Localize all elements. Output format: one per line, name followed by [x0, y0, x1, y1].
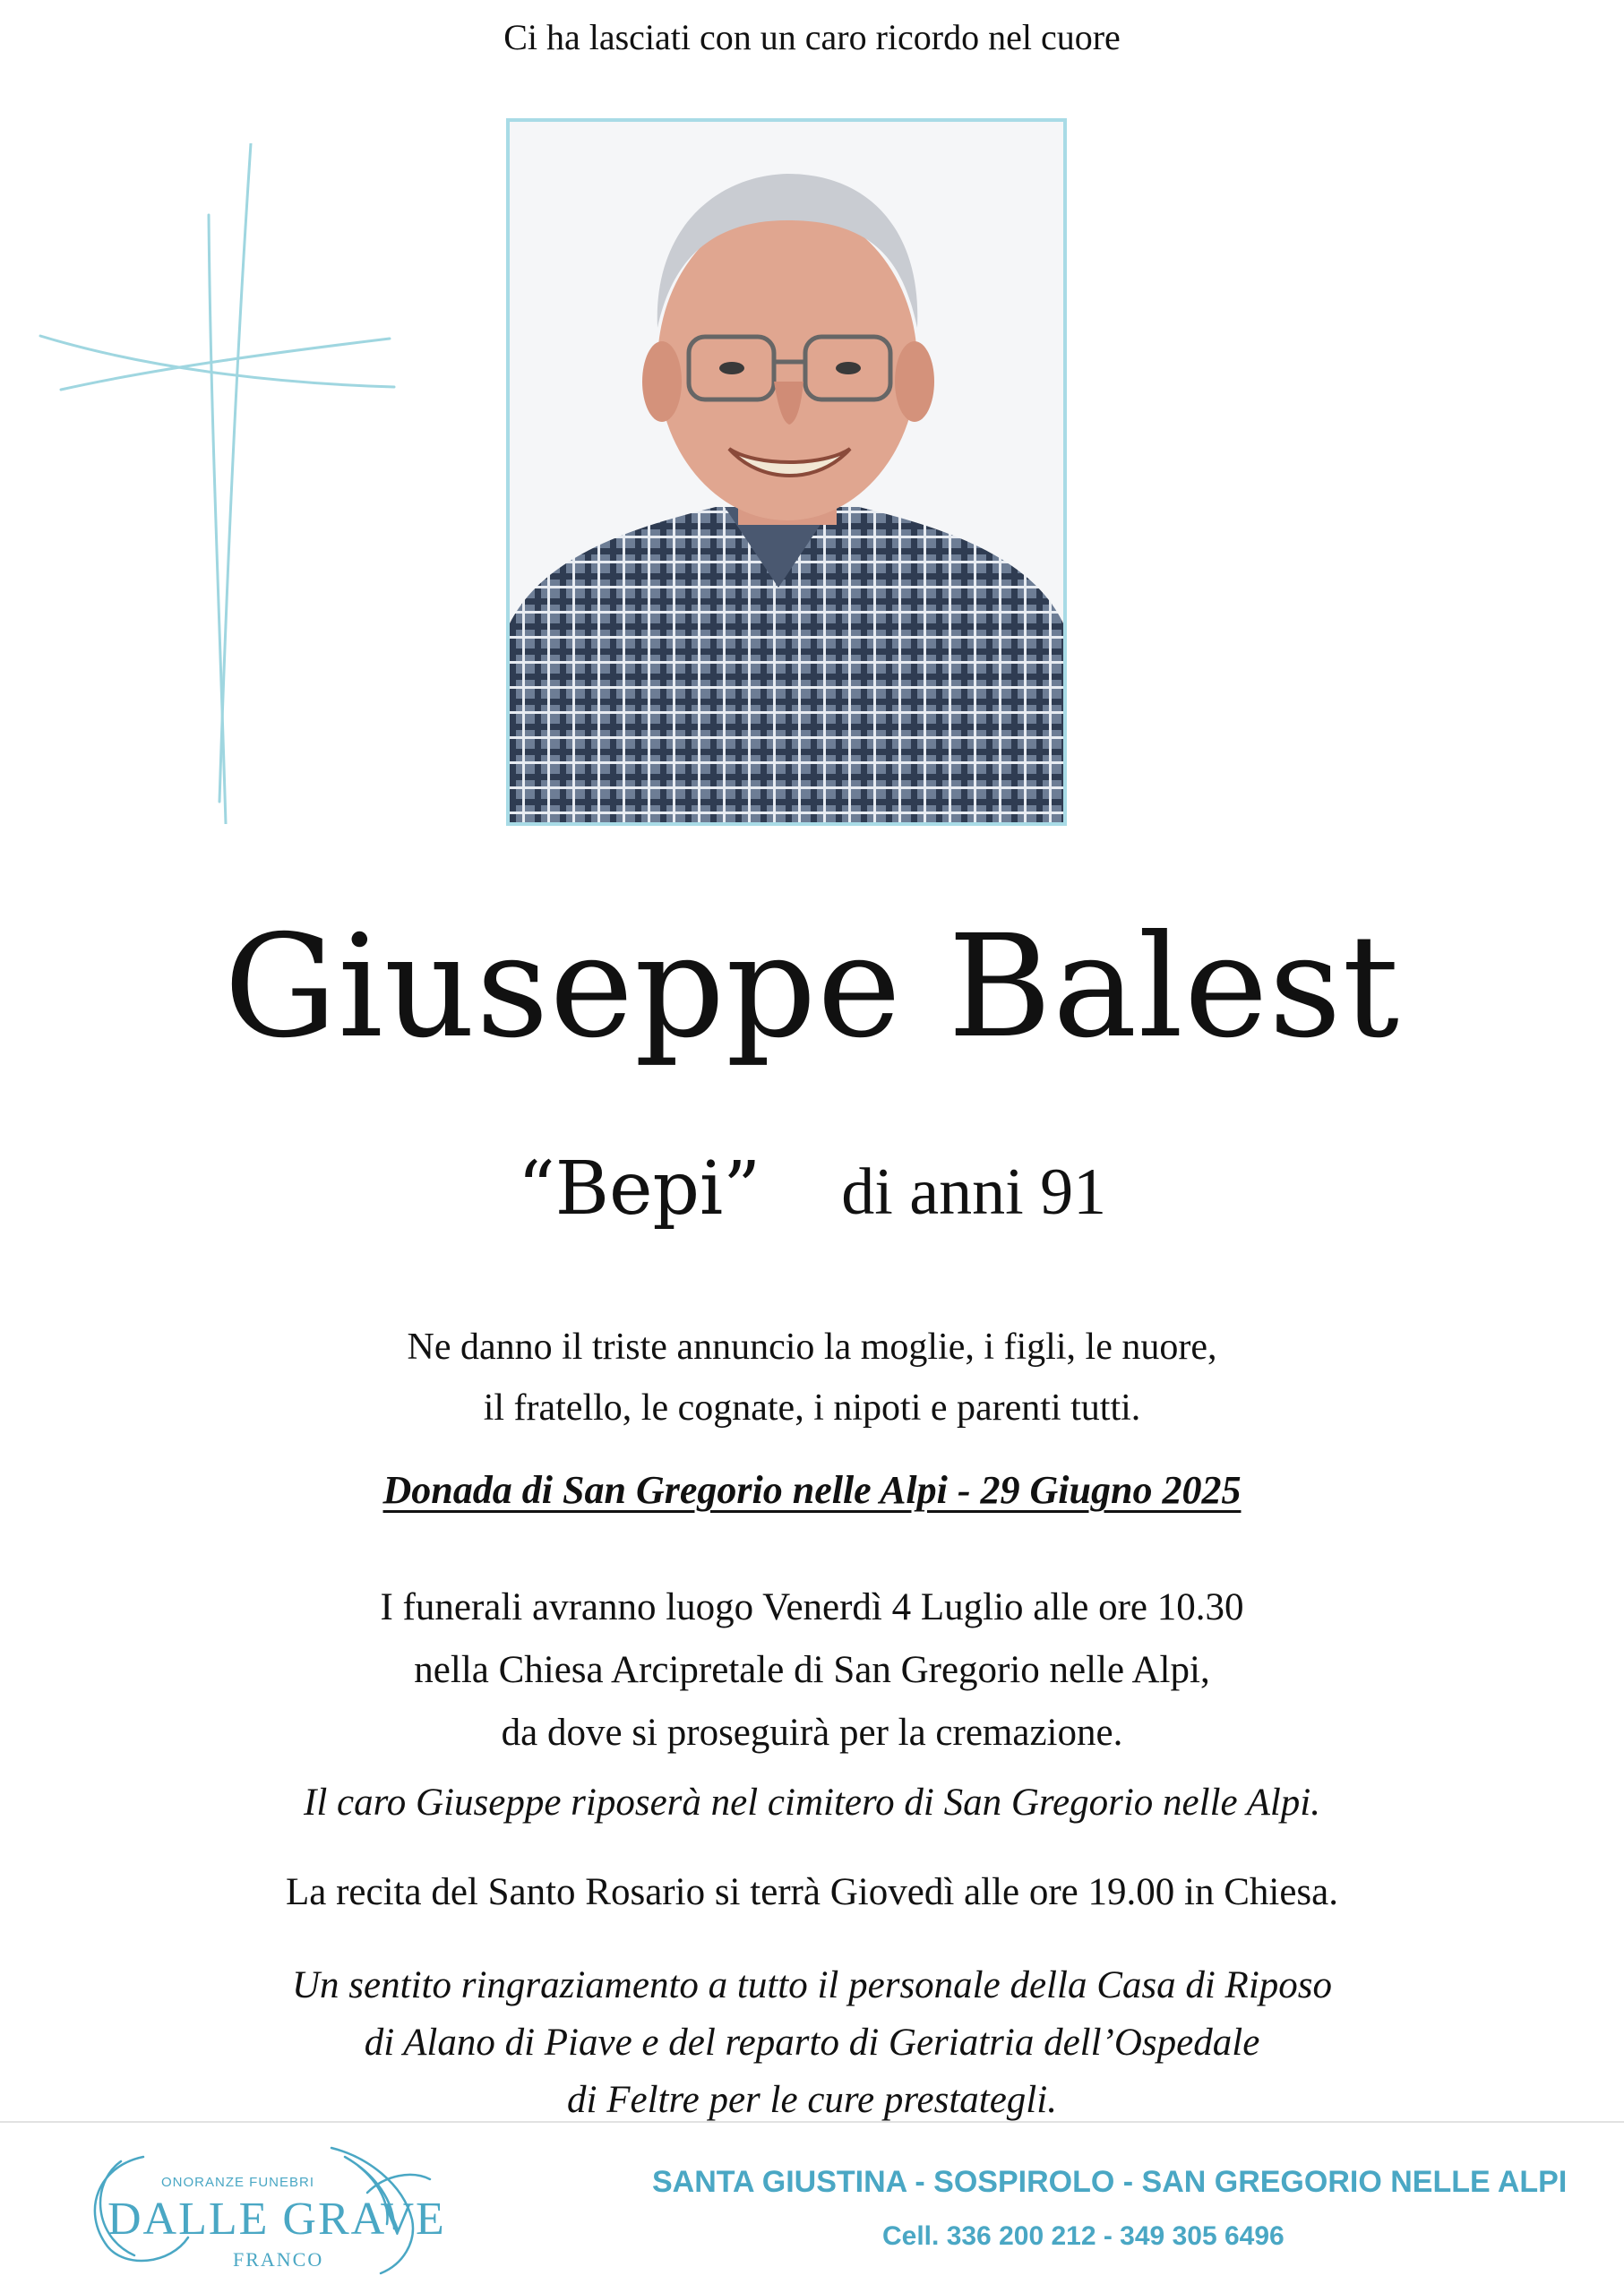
- thanks-line: Un sentito ringraziamento a tutto il personale della Casa di Riposo: [292, 1964, 1332, 2006]
- deceased-name: Giuseppe Balest: [223, 905, 1401, 1069]
- footer-locations: SANTA GIUSTINA - SOSPIROLO - SAN GREGORIO NELLE ALPI: [652, 2165, 1568, 2199]
- rosary-info: La recita del Santo Rosario si terrà Giovedì alle ore 19.00 in Chiesa.: [286, 1871, 1338, 1913]
- nickname-age-line: [0, 1146, 1624, 1232]
- logo-top-text: ONORANZE FUNEBRI: [161, 2175, 315, 2190]
- age: di anni 91: [841, 1155, 1107, 1229]
- logo-main-text: DALLE GRAVE: [107, 2194, 446, 2245]
- funeral-line: da dove si proseguirà per la cremazione.: [501, 1712, 1123, 1754]
- place-date: [0, 1467, 1624, 1513]
- portrait-photo: [506, 118, 1067, 826]
- header-text: Ci ha lasciati con un caro ricordo nel cuore: [503, 17, 1121, 57]
- logo-sub-text: FRANCO: [233, 2248, 324, 2271]
- funeral-line: I funerali avranno luogo Venerdì 4 Luglio alle ore 10.30: [380, 1586, 1244, 1628]
- funeral-details: [0, 1576, 1624, 1765]
- thanks-line: di Alano di Piave e del reparto di Geriatria dell’Ospedale: [364, 2022, 1260, 2064]
- thanks-line: di Feltre per le cure prestategli.: [567, 2079, 1057, 2121]
- nickname: “Bepi”: [517, 1146, 761, 1232]
- footer-divider: [0, 2121, 1624, 2123]
- announcement: [0, 1317, 1624, 1438]
- funeral-line: nella Chiesa Arcipretale di San Gregorio nelle Alpi,: [414, 1649, 1210, 1691]
- funeral-home-logo: [72, 2139, 493, 2282]
- thanks-message: [0, 1957, 1624, 2129]
- rest-place: Il caro Giuseppe riposerà nel cimitero di San Gregorio nelle Alpi.: [304, 1782, 1320, 1824]
- footer-phones: Cell. 336 200 212 - 349 305 6496: [882, 2221, 1285, 2251]
- place-date-text: Donada di San Gregorio nelle Alpi - 29 Giugno 2025: [382, 1468, 1242, 1512]
- announcement-line: il fratello, le cognate, i nipoti e parenti tutti.: [483, 1387, 1141, 1429]
- cross-icon: [36, 143, 412, 824]
- announcement-line: Ne danno il triste annuncio la moglie, i figli, le nuore,: [407, 1327, 1217, 1368]
